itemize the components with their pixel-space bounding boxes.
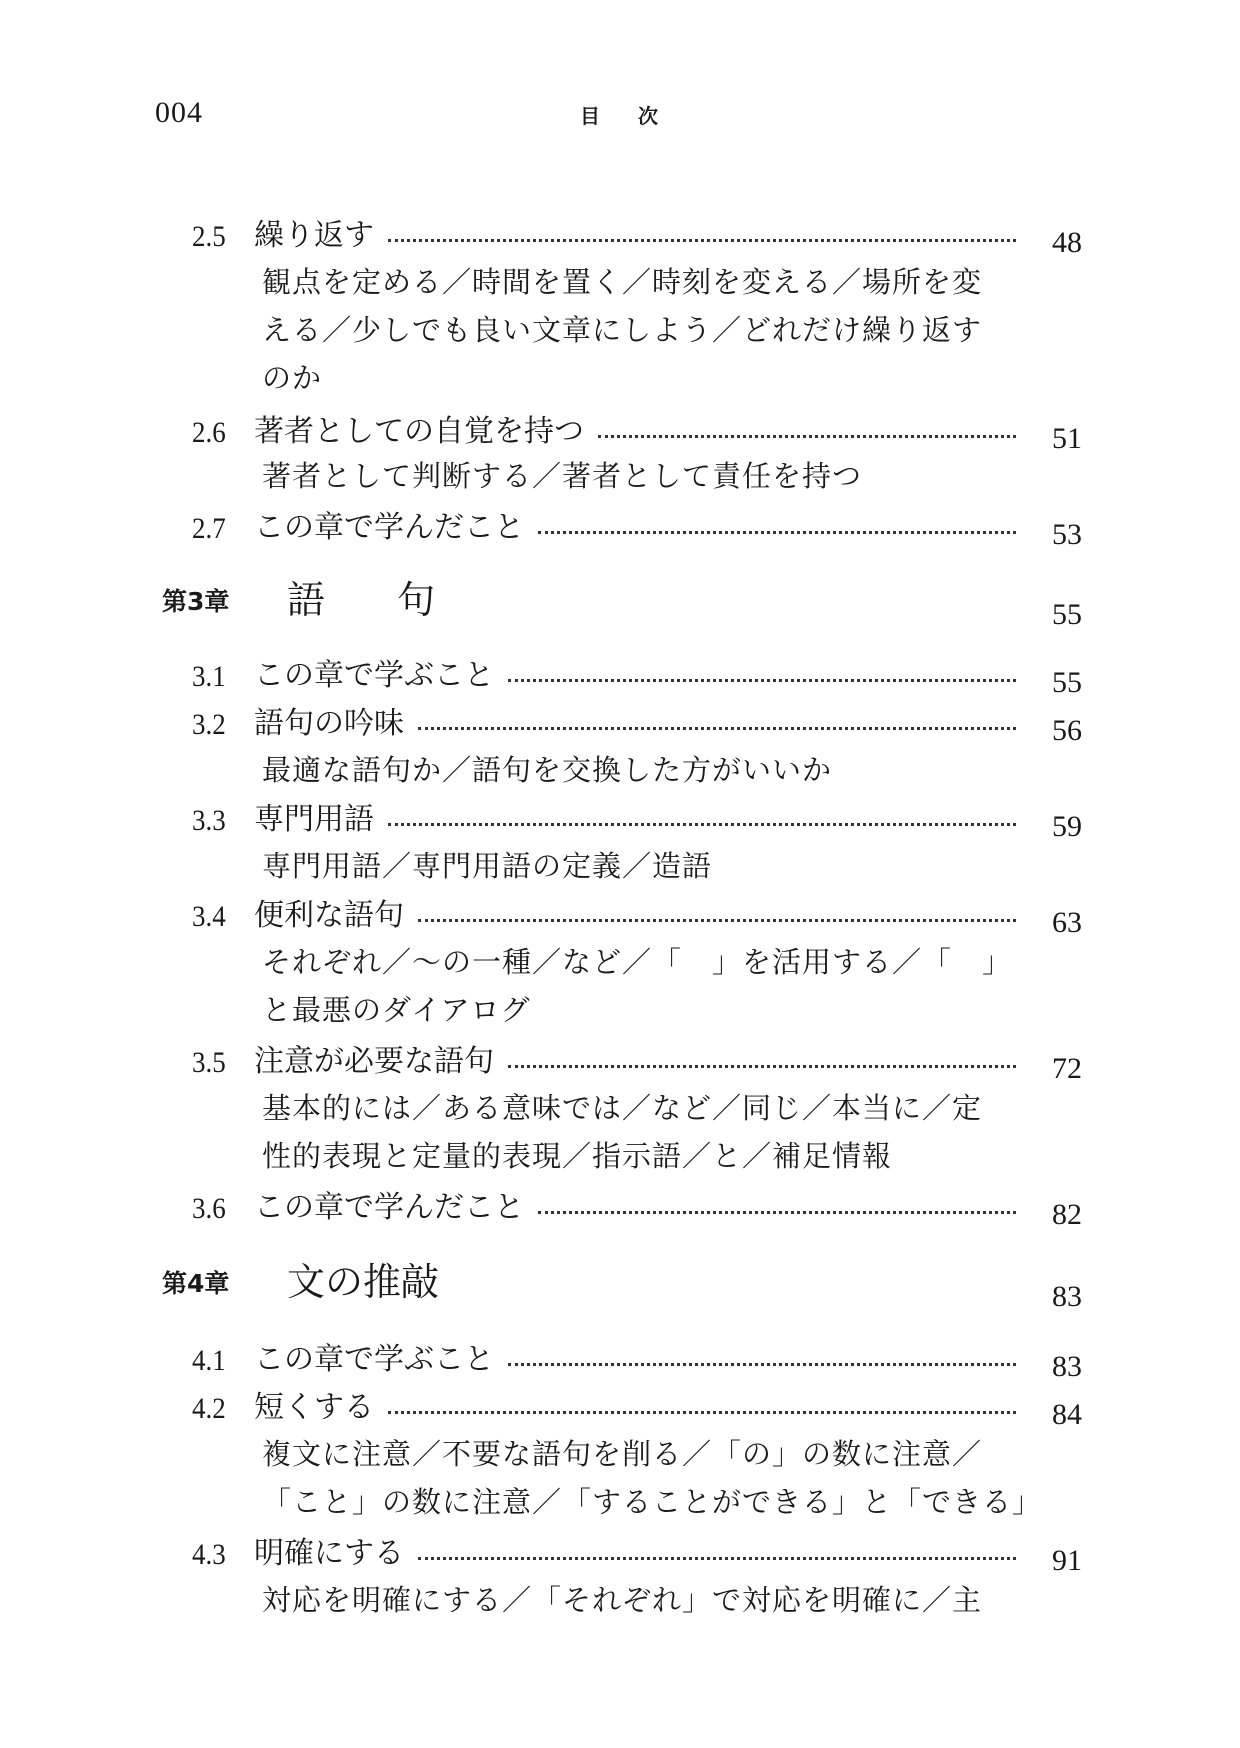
subtopics: 最適な語句か／語句を交換した方がいいか — [262, 753, 833, 787]
toc-entry-4-2[interactable] — [192, 1378, 1082, 1431]
dot-leader — [508, 1363, 1016, 1366]
toc-entry-2-7[interactable] — [192, 498, 1082, 551]
section-number: 4.3 — [192, 1538, 226, 1571]
page-ref: 53 — [1052, 518, 1082, 551]
running-title: 目次 — [580, 104, 696, 128]
toc-entry-3-1[interactable] — [192, 646, 1082, 699]
subtopics: 複文に注意／不要な語句を削る／「の」の数に注意／ — [262, 1437, 983, 1471]
toc-entry-4-3[interactable] — [192, 1524, 1082, 1577]
dot-leader — [418, 1557, 1016, 1560]
section-number: 3.5 — [192, 1046, 226, 1079]
chapter-number: 第4章 — [162, 1269, 230, 1298]
section-title: 著者としての自覚を持つ — [254, 414, 584, 449]
subtopics: 性的表現と定量的表現／指示語／と／補足情報 — [262, 1139, 893, 1173]
section-title: 短くする — [254, 1390, 374, 1425]
section-title: 便利な語句 — [254, 898, 404, 933]
toc-entry-3-6[interactable] — [192, 1178, 1082, 1231]
page-ref: 83 — [1052, 1280, 1082, 1313]
toc-entry-3-5[interactable] — [192, 1032, 1082, 1085]
page-ref: 82 — [1052, 1198, 1082, 1231]
subtopics: 対応を明確にする／「それぞれ」で対応を明確に／主 — [262, 1583, 983, 1617]
toc-entry-4-1[interactable] — [192, 1330, 1082, 1383]
page-ref: 51 — [1052, 422, 1082, 455]
page-ref: 48 — [1052, 226, 1082, 259]
toc-entry-3-4[interactable] — [192, 886, 1082, 939]
subtopics: 基本的には／ある意味では／など／同じ／本当に／定 — [262, 1091, 983, 1125]
dot-leader — [538, 531, 1016, 534]
toc-entry-2-5[interactable] — [192, 206, 1082, 259]
section-title: 語句の吟味 — [254, 706, 404, 741]
section-number: 3.3 — [192, 804, 226, 837]
page-ref: 83 — [1052, 1350, 1082, 1383]
section-number: 4.1 — [192, 1344, 226, 1377]
page-ref: 63 — [1052, 906, 1082, 939]
toc-entry-2-6[interactable] — [192, 402, 1082, 455]
section-number: 2.5 — [192, 220, 226, 253]
dot-leader — [508, 679, 1016, 682]
subtopics: 専門用語／専門用語の定義／造語 — [262, 849, 713, 883]
page-number: 004 — [155, 96, 203, 129]
section-number: 3.1 — [192, 660, 226, 693]
section-title: 注意が必要な語句 — [254, 1044, 494, 1079]
chapter-title: 語句 — [287, 578, 508, 622]
dot-leader — [388, 1411, 1016, 1414]
section-number: 3.4 — [192, 900, 226, 933]
page-ref: 84 — [1052, 1398, 1082, 1431]
page-ref: 55 — [1052, 666, 1082, 699]
section-number: 2.6 — [192, 416, 226, 449]
page-ref: 55 — [1052, 598, 1082, 631]
section-title: 明確にする — [254, 1536, 404, 1571]
dot-leader — [508, 1065, 1016, 1068]
subtopics: と最悪のダイアログ — [262, 993, 531, 1027]
subtopics: 「こと」の数に注意／「することができる」と「できる」 — [262, 1485, 1043, 1519]
section-title: この章で学んだこと — [254, 1190, 524, 1225]
section-title: この章で学ぶこと — [254, 1342, 494, 1377]
page-ref: 56 — [1052, 714, 1082, 747]
page-ref: 72 — [1052, 1052, 1082, 1085]
page-ref: 59 — [1052, 810, 1082, 843]
dot-leader — [418, 727, 1016, 730]
subtopics: える／少しでも良い文章にしよう／どれだけ繰り返す — [262, 313, 983, 347]
dot-leader — [598, 435, 1016, 438]
subtopics: 観点を定める／時間を置く／時刻を変える／場所を変 — [262, 265, 983, 299]
section-number: 3.6 — [192, 1192, 226, 1225]
toc-entry-3-2[interactable] — [192, 694, 1082, 747]
section-title: この章で学ぶこと — [254, 658, 494, 693]
subtopics: 著者として判断する／著者として責任を持つ — [262, 459, 863, 493]
chapter-number: 第3章 — [162, 587, 230, 616]
dot-leader — [388, 823, 1016, 826]
subtopics: のか — [262, 361, 323, 395]
section-title: 専門用語 — [254, 802, 374, 837]
chapter-heading-3[interactable] — [162, 568, 1082, 631]
subtopics: それぞれ／〜の一種／など／「 」を活用する／「 」 — [262, 945, 1013, 979]
page-ref: 91 — [1052, 1544, 1082, 1577]
toc-entry-3-3[interactable] — [192, 790, 1082, 843]
chapter-title: 文の推敲 — [287, 1260, 440, 1304]
dot-leader — [538, 1211, 1016, 1214]
dot-leader — [418, 919, 1016, 922]
section-title: この章で学んだこと — [254, 510, 524, 545]
section-number: 2.7 — [192, 512, 226, 545]
dot-leader — [388, 239, 1016, 242]
section-number: 4.2 — [192, 1392, 226, 1425]
section-number: 3.2 — [192, 708, 226, 741]
chapter-heading-4[interactable] — [162, 1250, 1082, 1313]
section-title: 繰り返す — [254, 218, 374, 253]
